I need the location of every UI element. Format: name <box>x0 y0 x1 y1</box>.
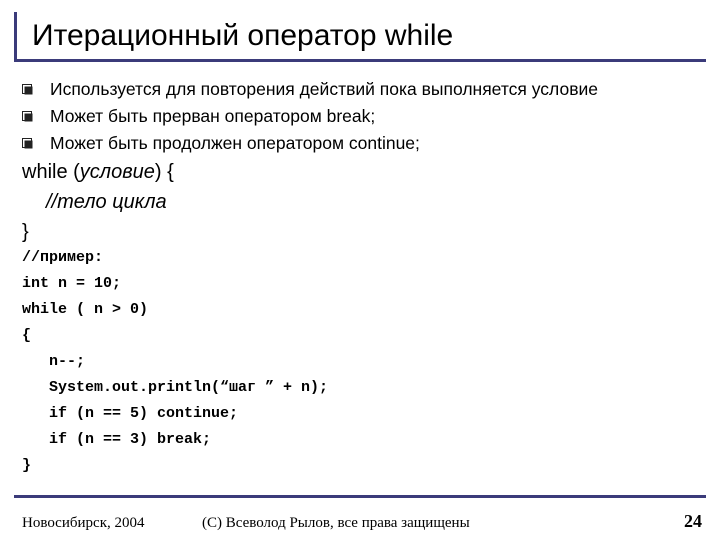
footer-location: Новосибирск, 2004 <box>22 515 145 531</box>
code-line: while ( n > 0) <box>22 301 149 318</box>
code-line: System.out.println(“шаг ” + n); <box>49 379 329 396</box>
square-bullet-icon <box>22 84 33 95</box>
syntax-condition: условие <box>79 161 155 183</box>
code-line: } <box>22 457 32 474</box>
syntax-prefix: while ( <box>22 161 80 183</box>
square-bullet-icon <box>22 138 33 149</box>
bullet-text: Используется для повторения действий пока выполняется условие <box>50 78 598 99</box>
slide-title: Итерационный оператор while <box>32 19 454 52</box>
syntax-while-line <box>22 161 174 184</box>
syntax-close-brace: } <box>22 221 29 243</box>
bullet-item <box>22 77 598 101</box>
code-line: if (n == 3) break; <box>49 431 212 448</box>
page-number: 24 <box>684 511 702 531</box>
footer-copyright: (C) Всеволод Рылов, все права защищены <box>202 515 470 531</box>
code-line: { <box>22 327 32 344</box>
syntax-suffix: ) { <box>154 161 174 183</box>
bullet-text: Может быть продолжен оператором continue; <box>50 132 420 153</box>
code-line: int n = 10; <box>22 275 122 292</box>
code-line: //пример: <box>22 249 104 266</box>
code-line: n--; <box>49 353 86 370</box>
code-line: if (n == 5) continue; <box>49 405 239 422</box>
bullet-item <box>22 104 375 128</box>
syntax-body-comment: //тело цикла <box>46 191 167 213</box>
footer-rule <box>14 495 706 498</box>
bullet-item <box>22 131 420 155</box>
square-bullet-icon <box>22 111 33 122</box>
bullet-text: Может быть прерван оператором break; <box>50 105 376 126</box>
